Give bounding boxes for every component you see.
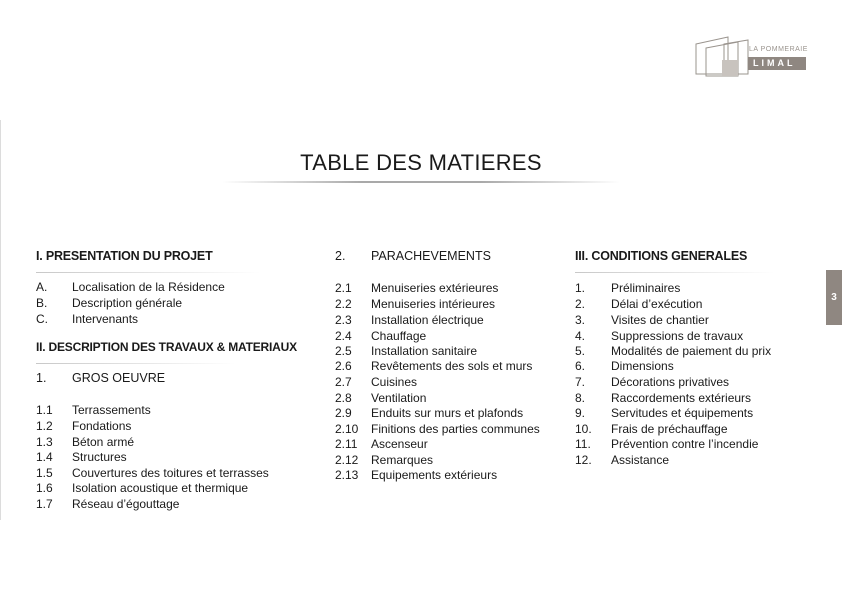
logo-frames-icon	[692, 34, 752, 78]
section-rule	[36, 272, 261, 273]
title-underline	[222, 181, 620, 183]
logo-top-text: LA POMMERAIE	[749, 46, 808, 53]
section-rule	[36, 363, 236, 364]
page-number-tab: 3	[826, 270, 842, 325]
section-rule	[575, 272, 775, 273]
left-margin-rule	[0, 120, 1, 520]
section-heading-description: II. DESCRIPTION DES TRAVAUX & MATERIAUX	[36, 340, 297, 354]
brand-logo	[692, 34, 808, 78]
section-heading-conditions: III. CONDITIONS GENERALES	[575, 249, 748, 263]
logo-name: LIMAL	[753, 58, 796, 68]
page-title: TABLE DES MATIERES	[300, 150, 542, 175]
section-heading-presentation: I. PRESENTATION DU PROJET	[36, 249, 213, 263]
